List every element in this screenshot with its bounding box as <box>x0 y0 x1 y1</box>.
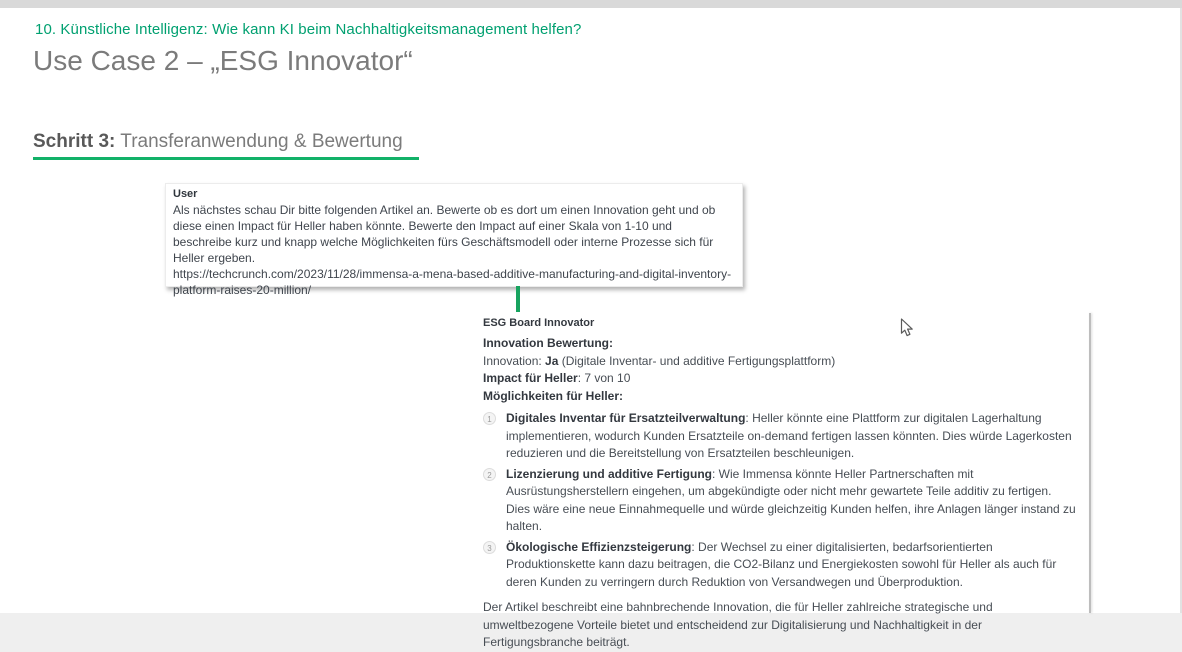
innovation-value: Ja <box>545 353 559 368</box>
chat-user-role-label: User <box>173 188 198 200</box>
chat-user-article-url: https://techcrunch.com/2023/11/28/immensa-a-mena-based-additive-manufacturing-and-digital-inventory-platform-raises-20-million/ <box>173 267 732 297</box>
list-item-text <box>506 539 1077 592</box>
list-item <box>483 539 1077 592</box>
mouse-cursor-icon <box>900 318 914 343</box>
possibilities-heading: Möglichkeiten für Heller: <box>483 388 624 403</box>
section-heading-text: Transferanwendung & Bewertung <box>115 131 403 152</box>
slide-kicker: 10. Künstliche Intelligenz: Wie kann KI beim Nachhaltigkeitsmanagement helfen? <box>35 21 582 38</box>
impact-value: : 7 von 10 <box>577 371 631 385</box>
innovation-label: Innovation: <box>483 353 546 368</box>
section-underline <box>33 157 419 160</box>
chat-assistant-response <box>483 316 1077 652</box>
section-heading-step: Schritt 3: <box>33 131 116 152</box>
possibilities-list <box>483 410 1077 591</box>
message-connector-line <box>516 286 520 312</box>
chat-user-message <box>165 183 743 297</box>
list-item-title: Ökologische Effizienzsteigerung <box>506 539 692 554</box>
list-item-body: : Der Wechsel zu einer digitalisierten, bedarfsorientierten Produktionskette kann dazu beitragen, die CO2-Bilanz und Energiekosten sowohl für Heller als auch für deren Kunden zu verringern durch Reduktion von Versandwegen und Überproduktion. <box>506 539 1057 589</box>
list-item <box>483 466 1077 536</box>
assistant-closing-paragraph: Der Artikel beschreibt eine bahnbrechende Innovation, die für Heller zahlreiche strategische und umweltbezogene Vorteile bietet und entscheidend zur Digitalisierung und Nachhaltigkeit in der Fertigungsbranche beiträgt. <box>483 600 993 649</box>
page-title: Use Case 2 – „ESG Innovator“ <box>33 45 413 76</box>
list-item <box>483 410 1077 463</box>
list-item-title: Digitales Inventar für Ersatzteilverwaltung <box>506 411 746 425</box>
assistant-heading: Innovation Bewertung: <box>483 336 613 350</box>
section-heading <box>33 131 403 153</box>
list-item-title: Lizenzierung und additive Fertigung <box>506 466 712 481</box>
list-item-text <box>506 410 1077 463</box>
innovation-line <box>483 353 1077 371</box>
list-number-badge: 3 <box>483 541 496 554</box>
slide-top-border <box>0 0 1182 8</box>
list-number-badge: 2 <box>483 468 496 481</box>
list-item-body: : Heller könnte eine Plattform zur digitalen Lagerhaltung implementieren, wodurch Kunden Ersatzteile on-demand fertigen lassen könnten. Dies würde Lagerkosten reduzieren und die Bereitstellung von Ersatzteilen beschleunigen. <box>506 411 1072 460</box>
list-item-text <box>506 466 1077 536</box>
list-number-badge: 1 <box>483 412 496 425</box>
chat-assistant-role-label: ESG Board Innovator <box>483 317 595 329</box>
innovation-detail: (Digitale Inventar- und additive Fertigungsplattform) <box>558 353 836 368</box>
impact-label: Impact für Heller <box>483 371 578 385</box>
chat-user-message-text: Als nächstes schau Dir bitte folgenden Artikel an. Bewerte ob es dort um einen Innovation geht und ob diese einen Impact für Heller haben könnte. Bewerte den Impact auf einer Skala von 1-10 und beschreibe kurz und knapp welche Möglichkeiten fürs Geschäftsmodell oder interne Prozesse sich für Heller ergeben. <box>173 203 716 265</box>
impact-line <box>483 370 1077 388</box>
chat-panel-right-edge <box>1089 313 1091 613</box>
list-item-body: : Wie Immensa könnte Heller Partnerschaften mit Ausrüstungsherstellern eingehen, um abgekündigte oder nicht mehr gewartete Teile additiv zu fertigen. Dies wäre eine neue Einnahmequelle und würde gleichzeitig Kunden helfen, ihre Anlagen länger instand zu halten. <box>506 466 1076 533</box>
